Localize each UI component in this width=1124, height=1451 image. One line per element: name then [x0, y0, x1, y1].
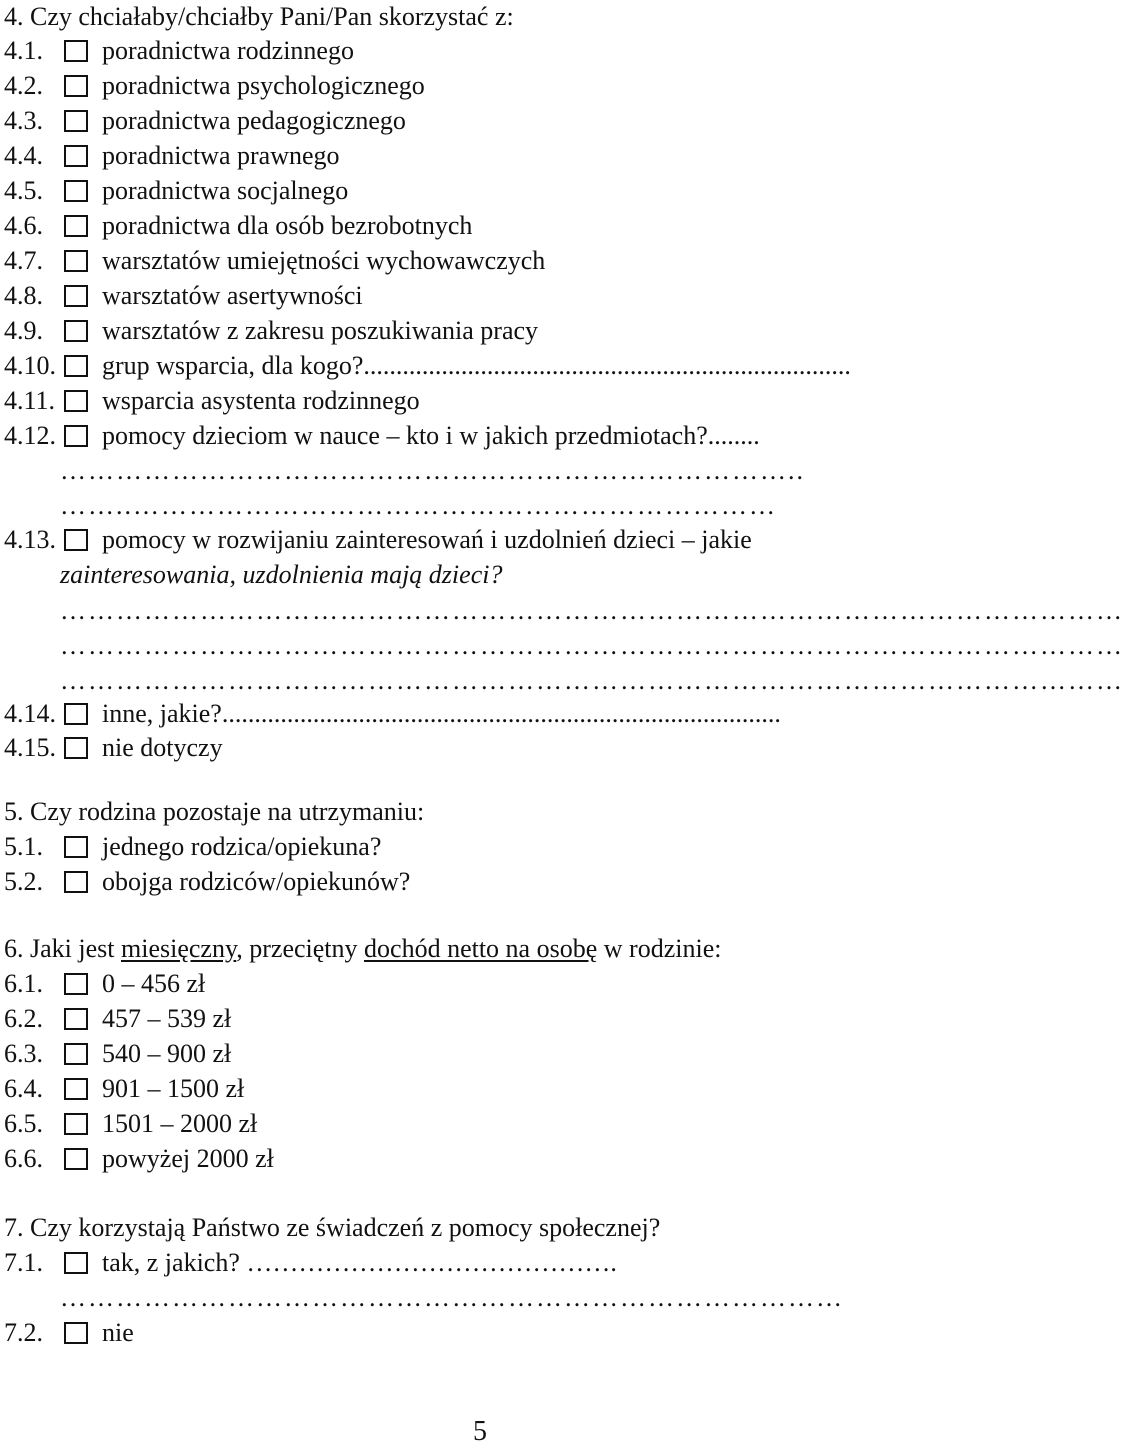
answer-line-4-13-b[interactable]: ……………………………………………………………………………………………………	[60, 631, 1124, 660]
checkbox[interactable]	[64, 836, 88, 858]
option-6-6[interactable]: 6.6. powyżej 2000 zł	[4, 1144, 274, 1173]
checkbox[interactable]	[64, 703, 88, 725]
option-4-12[interactable]: 4.12. pomocy dzieciom w nauce – kto i w jakich przedmiotach?........	[4, 421, 760, 450]
option-4-6[interactable]: 4.6. poradnictwa dla osób bezrobotnych	[4, 211, 473, 240]
checkbox[interactable]	[64, 1148, 88, 1170]
option-5-2[interactable]: 5.2. obojga rodziców/opiekunów?	[4, 867, 411, 896]
answer-line-4-13-a[interactable]: ……………………………………………………………………………………………………	[60, 596, 1124, 625]
option-4-4[interactable]: 4.4. poradnictwa prawnego	[4, 141, 340, 170]
option-4-15[interactable]: 4.15. nie dotyczy	[4, 733, 223, 762]
option-4-13[interactable]: 4.13. pomocy w rozwijaniu zainteresowań i uzdolnień dzieci – jakie	[4, 525, 752, 554]
option-6-3[interactable]: 6.3. 540 – 900 zł	[4, 1039, 232, 1068]
option-4-2[interactable]: 4.2. poradnictwa psychologicznego	[4, 71, 425, 100]
option-5-1[interactable]: 5.1. jednego rodzica/opiekuna?	[4, 832, 382, 861]
answer-line-4-12-a[interactable]: ……………………………………………………………………..	[60, 456, 805, 485]
checkbox[interactable]	[64, 180, 88, 202]
option-4-1[interactable]: 4.1. poradnictwa rodzinnego	[4, 36, 354, 65]
option-6-1[interactable]: 6.1. 0 – 456 zł	[4, 969, 206, 998]
checkbox[interactable]	[64, 1322, 88, 1344]
option-4-11[interactable]: 4.11. wsparcia asystenta rodzinnego	[4, 386, 420, 415]
checkbox[interactable]	[64, 390, 88, 412]
checkbox[interactable]	[64, 320, 88, 342]
page-number: 5	[473, 1416, 487, 1447]
option-7-2[interactable]: 7.2. nie	[4, 1318, 134, 1347]
option-4-8[interactable]: 4.8. warsztatów asertywności	[4, 281, 363, 310]
option-6-2[interactable]: 6.2. 457 – 539 zł	[4, 1004, 232, 1033]
checkbox[interactable]	[64, 529, 88, 551]
answer-line-4-13-c[interactable]: ……………………………………………………………………………………………………	[60, 666, 1124, 695]
checkbox[interactable]	[64, 215, 88, 237]
question-4-title: 4. Czy chciałaby/chciałby Pani/Pan skorzystać z:	[4, 2, 514, 31]
checkbox[interactable]	[64, 40, 88, 62]
question-6-title: 6. Jaki jest miesięczny, przeciętny dochód netto na osobę w rodzinie:	[4, 934, 722, 963]
checkbox[interactable]	[64, 871, 88, 893]
checkbox[interactable]	[64, 1252, 88, 1274]
checkbox[interactable]	[64, 285, 88, 307]
checkbox[interactable]	[64, 1008, 88, 1030]
checkbox[interactable]	[64, 973, 88, 995]
checkbox[interactable]	[64, 145, 88, 167]
option-4-5[interactable]: 4.5. poradnictwa socjalnego	[4, 176, 349, 205]
option-4-3[interactable]: 4.3. poradnictwa pedagogicznego	[4, 106, 406, 135]
option-4-14[interactable]: 4.14. inne, jakie?......................................................................................	[4, 699, 781, 728]
answer-line-4-12-b[interactable]: ……..……………………………………………………………	[60, 491, 777, 520]
checkbox[interactable]	[64, 737, 88, 759]
option-4-10[interactable]: 4.10. grup wsparcia, dla kogo?...........................................................................	[4, 351, 851, 380]
option-4-7[interactable]: 4.7. warsztatów umiejętności wychowawczych	[4, 246, 546, 275]
option-4-13-sub: zainteresowania, uzdolnienia mają dzieci?	[60, 560, 503, 589]
option-6-5[interactable]: 6.5. 1501 – 2000 zł	[4, 1109, 258, 1138]
checkbox[interactable]	[64, 250, 88, 272]
option-4-9[interactable]: 4.9. warsztatów z zakresu poszukiwania pracy	[4, 316, 539, 345]
checkbox[interactable]	[64, 1078, 88, 1100]
checkbox[interactable]	[64, 1043, 88, 1065]
question-7-title: 7. Czy korzystają Państwo ze świadczeń z pomocy społecznej?	[4, 1213, 661, 1242]
checkbox[interactable]	[64, 110, 88, 132]
checkbox[interactable]	[64, 1113, 88, 1135]
question-5-title: 5. Czy rodzina pozostaje na utrzymaniu:	[4, 797, 425, 826]
option-7-1[interactable]: 7.1. tak, z jakich? …………………………………….	[4, 1248, 617, 1277]
checkbox[interactable]	[64, 425, 88, 447]
answer-line-7-1[interactable]: …………………………………………………………………………	[60, 1283, 844, 1312]
checkbox[interactable]	[64, 75, 88, 97]
option-6-4[interactable]: 6.4. 901 – 1500 zł	[4, 1074, 245, 1103]
checkbox[interactable]	[64, 355, 88, 377]
